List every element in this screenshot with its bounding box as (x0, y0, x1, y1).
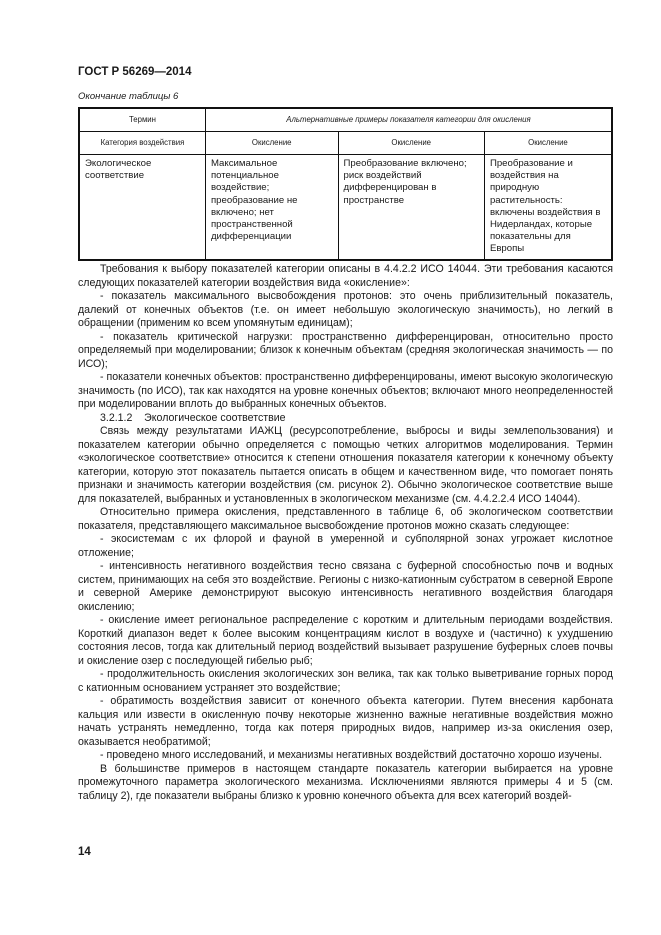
table-cell: Максимальное потенциальное воздействие; преобразование не включено; нет пространственной дифференциации (205, 155, 338, 260)
paragraph: Связь между результатами ИАЖЦ (ресурсопотребление, выбросы и виды землепользования) и показателем категории обычно определяется с помощью четких алгоритмов моделирования. Термин «экологическое соответствие» относится к степени отношения показателя категории к конечному объекту категории, которую этот показатель пытается описать в общем и качественном виде, что помогает понять признаки и значимость категории воздействия (см. рисунок 2). Обычно экологическое соответствие выше для показателей, выбранных и установленных в экологическом механизме (см. 4.4.2.2.4 ИСО 14044). (78, 425, 613, 505)
page-number: 14 (78, 846, 91, 858)
table-6 (78, 107, 613, 261)
row-label: Экологическое соответствие (79, 155, 205, 260)
category-cell: Окисление (205, 132, 338, 155)
paragraph: Требования к выбору показателей категории описаны в 4.4.2.2 ИСО 14044. Эти требования касаются следующих показателей категории воздействия вида «окисление»: (78, 263, 613, 289)
document-header: ГОСТ Р 56269—2014 (78, 66, 192, 78)
list-item: - окисление имеет региональное распределение с коротким и длительным периодами воздействия. Короткий диапазон ведет к более высоким концентрациям кислот в воздухе и (частично) к ухудшению состояния лесов, тогда как длительный период воздействий вызывает разрушение буферных слоев почвы и окисление озер с последующей гибелью рыб; (78, 614, 613, 667)
table-cell: Преобразование включено; риск воздействий дифференцирован в пространстве (338, 155, 484, 260)
list-item: - обратимость воздействия зависит от конечного объекта категории. Путем внесения карбоната кальция или извести в окисленную почву некоторые жизненно важные негативные воздействия можно начать устранять немедленно, тогда как потеря природных видов, например из-за окисления озер, оказывается необратимой; (78, 695, 613, 748)
category-cell: Окисление (484, 132, 612, 155)
table-cell: Преобразование и воздействия на природную растительность: включены воздействия в Нидерландах, которые показательны для Европы (484, 155, 612, 260)
list-item: - продолжительность окисления экологических зон велика, так как только выветривание горных пород с катионным основанием устраняет это воздействие; (78, 668, 613, 694)
table-row (79, 155, 612, 260)
list-item: - показатели конечных объектов: пространственно дифференцированы, имеют высокую экологическую значимость (по ИСО), так как находятся на уровне конечных объектов; включают много неопределенностей при моделировании вплоть до выбранных конечных объектов. (78, 371, 613, 410)
paragraph: Относительно примера окисления, представленного в таблице 6, об экологическом соответствии показателя, представляющего максимальное высвобождение протонов можно сказать следующее: (78, 506, 613, 532)
list-item: - интенсивность негативного воздействия тесно связана с буферной способностью почв и водных систем, принимающих на себя это воздействие. Регионы с низко-катионным субстратом в северной Европе и северной Америке демонстрируют высокую интенсивность негативного воздействия благодаря окислению; (78, 560, 613, 613)
category-label: Категория воздействия (79, 132, 205, 155)
table-header-row (79, 108, 612, 132)
list-item: - проведено много исследований, и механизмы негативных воздействий достаточно хорошо изучены. (100, 749, 603, 761)
section-heading: 3.2.1.2 Экологическое соответствие (100, 411, 286, 424)
category-cell: Окисление (338, 132, 484, 155)
list-item: - показатель максимального высвобождения протонов: это очень приблизительный показатель, далекий от конечных объектов (т.е. он имеет небольшую экологическую значимость), но легкий в обращении (применим ко всем упомянутым единицам); (78, 290, 613, 329)
term-header: Термин (79, 108, 205, 132)
table-category-row (79, 132, 612, 155)
list-item: - экосистемам с их флорой и фауной в умеренной и субполярной зонах угрожает кислотное отложение; (78, 533, 613, 559)
list-item: - показатель критической нагрузки: пространственно дифференцирован, относительно просто определяемый при моделировании; близок к конечным объектам (средняя экологическая значимость — по ИСО); (78, 330, 613, 370)
paragraph: В большинстве примеров в настоящем стандарте показатель категории выбирается на уровне промежуточного параметра экологического механизма. Исключениями являются примеры 4 и 5 (см. таблицу 2), где показатели выбраны близко к уровню конечного объекта для всех категорий воздей- (78, 762, 613, 802)
body-text (78, 263, 613, 803)
table-caption: Окончание таблицы 6 (78, 91, 179, 102)
alt-examples-header: Альтернативные примеры показателя категории для окисления (205, 108, 612, 132)
